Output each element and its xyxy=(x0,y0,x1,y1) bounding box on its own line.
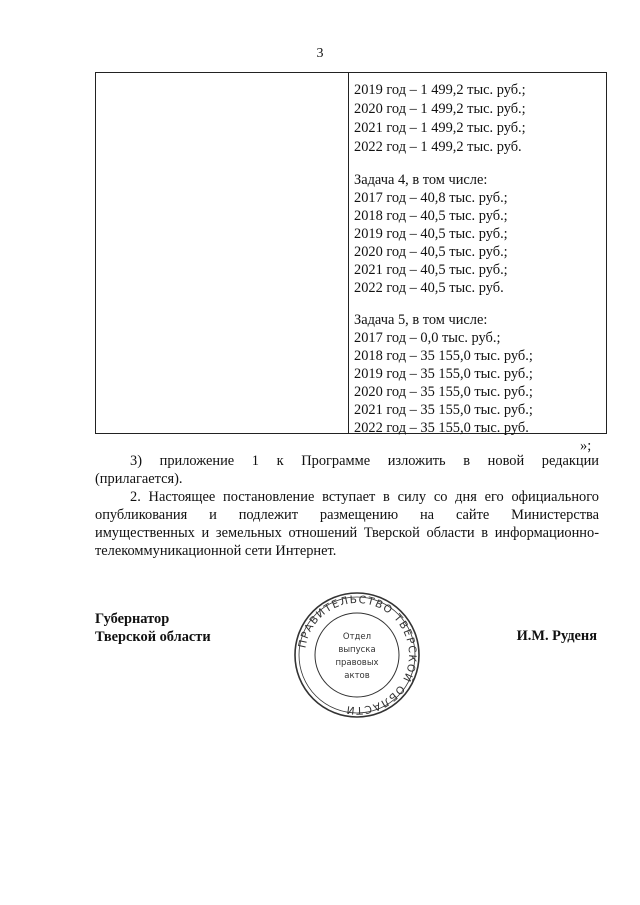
budget-line: 2021 год – 1 499,2 тыс. руб.; xyxy=(354,120,526,136)
budget-line: 2022 год – 40,5 тыс. руб. xyxy=(354,280,504,296)
budget-line: 2018 год – 35 155,0 тыс. руб.; xyxy=(354,348,533,364)
budget-line: 2019 год – 35 155,0 тыс. руб.; xyxy=(354,366,533,382)
closing-quote: »; xyxy=(580,438,592,454)
budget-line: 2020 год – 35 155,0 тыс. руб.; xyxy=(354,384,533,400)
stamp-center-line: правовых xyxy=(335,658,379,668)
item3-line2: (прилагается). xyxy=(95,471,183,487)
stamp-ring-text: ПРАВИТЕЛЬСТВО ТВЕРСКОЙ ОБЛАСТИ xyxy=(296,593,419,717)
budget-line: 2019 год – 40,5 тыс. руб.; xyxy=(354,226,508,242)
stamp-center-line: Отдел xyxy=(342,632,372,642)
signature-title-line2: Тверской области xyxy=(95,629,211,645)
budget-line: 2017 год – 40,8 тыс. руб.; xyxy=(354,190,508,206)
item3-line1: 3) приложение 1 к Программе изложить в новой редакции xyxy=(130,453,599,469)
table-left-cell xyxy=(96,73,349,433)
page-number: 3 xyxy=(316,46,324,61)
budget-line: 2020 год – 1 499,2 тыс. руб.; xyxy=(354,101,526,117)
budget-line: 2022 год – 1 499,2 тыс. руб. xyxy=(354,139,522,155)
item2-line4: телекоммуникационной сети Интернет. xyxy=(95,543,337,559)
budget-line: 2021 год – 40,5 тыс. руб.; xyxy=(354,262,508,278)
task-heading: Задача 5, в том числе: xyxy=(354,312,488,328)
budget-line: 2020 год – 40,5 тыс. руб.; xyxy=(354,244,508,260)
signature-name: И.М. Руденя xyxy=(516,628,597,644)
stamp-center-line: актов xyxy=(344,671,370,681)
official-stamp xyxy=(292,590,422,720)
stamp-center-line: выпуска xyxy=(338,645,376,655)
budget-line: 2021 год – 35 155,0 тыс. руб.; xyxy=(354,402,533,418)
budget-line: 2019 год – 1 499,2 тыс. руб.; xyxy=(354,82,526,98)
budget-line: 2022 год – 35 155,0 тыс. руб. xyxy=(354,420,529,436)
signature-title-line1: Губернатор xyxy=(95,611,170,627)
budget-table xyxy=(95,72,607,434)
task-heading: Задача 4, в том числе: xyxy=(354,172,488,188)
item2-line1: 2. Настоящее постановление вступает в силу со дня его официального xyxy=(130,489,599,505)
budget-line: 2018 год – 40,5 тыс. руб.; xyxy=(354,208,508,224)
budget-line: 2017 год – 0,0 тыс. руб.; xyxy=(354,330,501,346)
item2-line2: опубликования и подлежит размещению на сайте Министерства xyxy=(95,507,599,523)
item2-line3: имущественных и земельных отношений Тверской области в информационно- xyxy=(95,525,599,541)
